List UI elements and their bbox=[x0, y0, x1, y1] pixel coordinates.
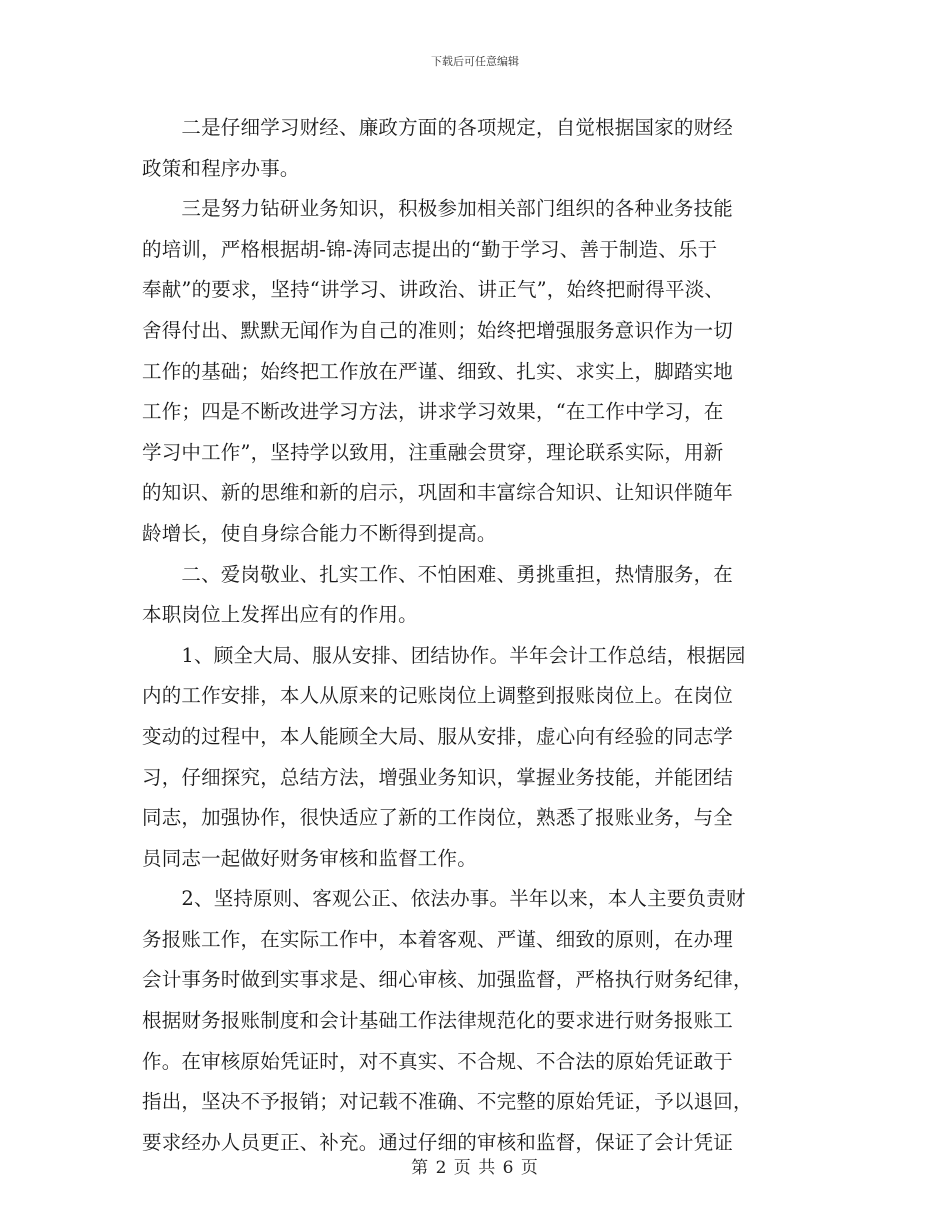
text-line: 工作的基础；始终把工作放在严谨、细致、扎实、求实上，脚踏实地 bbox=[142, 359, 734, 383]
text-line: 龄增长，使自身综合能力不断得到提高。 bbox=[142, 521, 497, 545]
text-line: 要求经办人员更正、补充。通过仔细的审核和监督，保证了会计凭证 bbox=[142, 1130, 734, 1154]
text-line: 务报账工作，在实际工作中，本着客观、严谨、细致的原则，在办理 bbox=[142, 927, 734, 951]
page-header: 下载后可任意编辑 bbox=[431, 55, 519, 68]
text-line: 的知识、新的思维和新的启示，巩固和丰富综合知识、让知识伴随年 bbox=[142, 481, 734, 505]
text-line: 三是努力钻研业务知识，积极参加相关部门组织的各种业务技能 bbox=[142, 197, 734, 221]
text-line: 本职岗位上发挥出应有的作用。 bbox=[142, 603, 418, 627]
text-line: 会计事务时做到实事求是、细心审核、加强监督，严格执行财务纪律， bbox=[142, 968, 753, 992]
text-line: 工作；四是不断改进学习方法，讲求学习效果，“在工作中学习，在 bbox=[142, 400, 724, 424]
page-footer: 第 2 页 共 6 页 bbox=[411, 1158, 539, 1178]
text-line: 的培训，严格根据胡-锦-涛同志提出的“勤于学习、善于制造、乐于 bbox=[142, 237, 718, 261]
text-line: 舍得付出、默默无闻作为自己的准则；始终把增强服务意识作为一切 bbox=[142, 318, 734, 342]
text-line: 习，仔细探究，总结方法，增强业务知识，掌握业务技能，并能团结 bbox=[142, 765, 734, 789]
text-line: 员同志一起做好财务审核和监督工作。 bbox=[142, 846, 477, 870]
text-line: 政策和程序办事。 bbox=[142, 156, 300, 180]
text-line: 指出，坚决不予报销；对记载不准确、不完整的原始凭证，予以退回， bbox=[142, 1090, 753, 1114]
text-line: 学习中工作”，坚持学以致用，注重融会贯穿，理论联系实际，用新 bbox=[142, 440, 724, 464]
text-line: 根据财务报账制度和会计基础工作法律规范化的要求进行财务报账工 bbox=[142, 1009, 734, 1033]
text-line: 作。在审核原始凭证时，对不真实、不合规、不合法的原始凭证敢于 bbox=[142, 1049, 734, 1073]
text-line: 二是仔细学习财经、廉政方面的各项规定，自觉根据国家的财经 bbox=[142, 116, 734, 139]
text-line: 1、顾全大局、服从安排、团结协作。半年会计工作总结，根据园 bbox=[142, 643, 746, 667]
document-body bbox=[142, 108, 802, 1163]
text-line: 2、坚持原则、客观公正、依法办事。半年以来，本人主要负责财 bbox=[142, 887, 746, 911]
text-line: 奉献”的要求，坚持“讲学习、讲政治、讲正气”，始终把耐得平淡、 bbox=[142, 278, 725, 302]
text-line: 变动的过程中，本人能顾全大局、服从安排，虚心向有经验的同志学 bbox=[142, 724, 734, 748]
text-line: 内的工作安排，本人从原来的记账岗位上调整到报账岗位上。在岗位 bbox=[142, 684, 734, 708]
text-line: 同志，加强协作，很快适应了新的工作岗位，熟悉了报账业务，与全 bbox=[142, 806, 734, 830]
text-line: 二、爱岗敬业、扎实工作、不怕困难、勇挑重担，热情服务，在 bbox=[142, 562, 734, 586]
